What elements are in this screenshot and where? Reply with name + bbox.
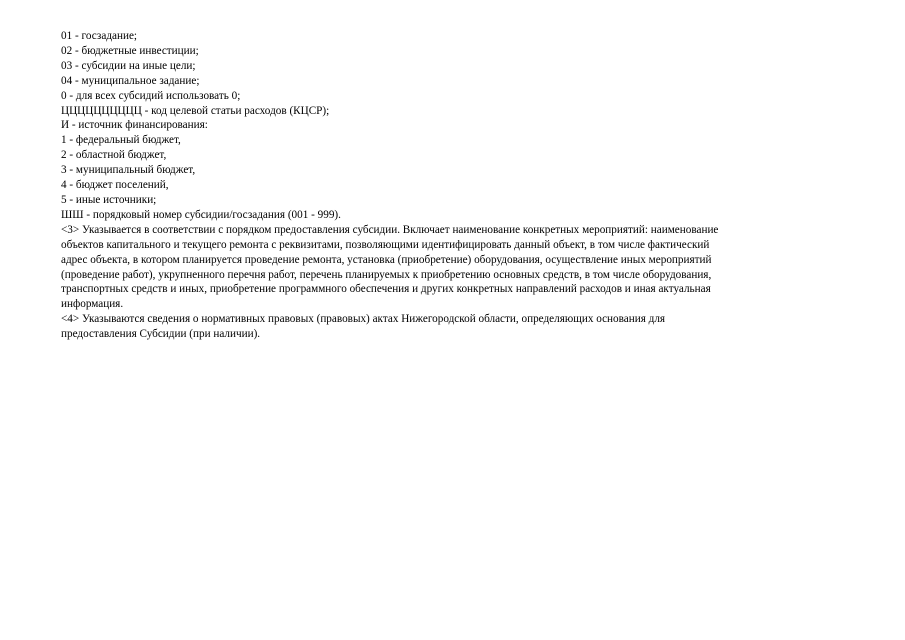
funding-source-heading: И - источник финансирования: <box>61 119 208 132</box>
note-4-line-2: предоставления Субсидии (при наличии). <box>61 328 261 341</box>
funding-regional-line: 2 - областной бюджет, <box>61 149 167 162</box>
note-3-line-3: адрес объекта, в котором планируется проведение ремонта, установка (приобретение) оборудования, осуществление иных мероприятий <box>61 253 712 266</box>
funding-municipal-line: 3 - муниципальный бюджет, <box>61 164 196 177</box>
note-3-line-6: информация. <box>61 298 124 311</box>
funding-other-line: 5 - иные источники; <box>61 193 157 206</box>
note-3-line-1: <3> Указывается в соответствии с порядком предоставления субсидии. Включает наименование конкретных мероприятий: наименование <box>61 223 719 236</box>
note-3-line-5: транспортных средств и иных, приобретение программного обеспечения и других конкретных направлений расходов и иная актуальная <box>61 283 711 296</box>
code-02-line: 02 - бюджетные инвестиции; <box>61 44 199 57</box>
kcsr-line: ЦЦЦЦЦЦЦЦЦЦ - код целевой статьи расходов (КЦСР); <box>61 104 330 117</box>
note-3-line-2: объектов капитального и текущего ремонта с реквизитами, позволяющими идентифицировать данный объект, в том числе фактический <box>61 238 710 251</box>
note-4-line-1: <4> Указываются сведения о нормативных правовых (правовых) актах Нижегородской области, определяющих основания для <box>61 313 666 326</box>
serial-number-line: ШШ - порядковый номер субсидии/госзадания (001 - 999). <box>61 208 341 221</box>
document-body <box>61 29 836 342</box>
code-01-line: 01 - госзадание; <box>61 30 138 42</box>
code-03-line: 03 - субсидии на иные цели; <box>61 59 196 72</box>
note-3-line-4: (проведение работ), укрупненного перечня работ, перечень планируемых к приобретению основных средств, в том числе оборудования, <box>61 268 712 281</box>
funding-settlement-line: 4 - бюджет поселений, <box>61 179 169 192</box>
funding-federal-line: 1 - федеральный бюджет, <box>61 134 181 147</box>
code-04-line: 04 - муниципальное задание; <box>61 74 200 87</box>
code-0-line: 0 - для всех субсидий использовать 0; <box>61 89 241 102</box>
